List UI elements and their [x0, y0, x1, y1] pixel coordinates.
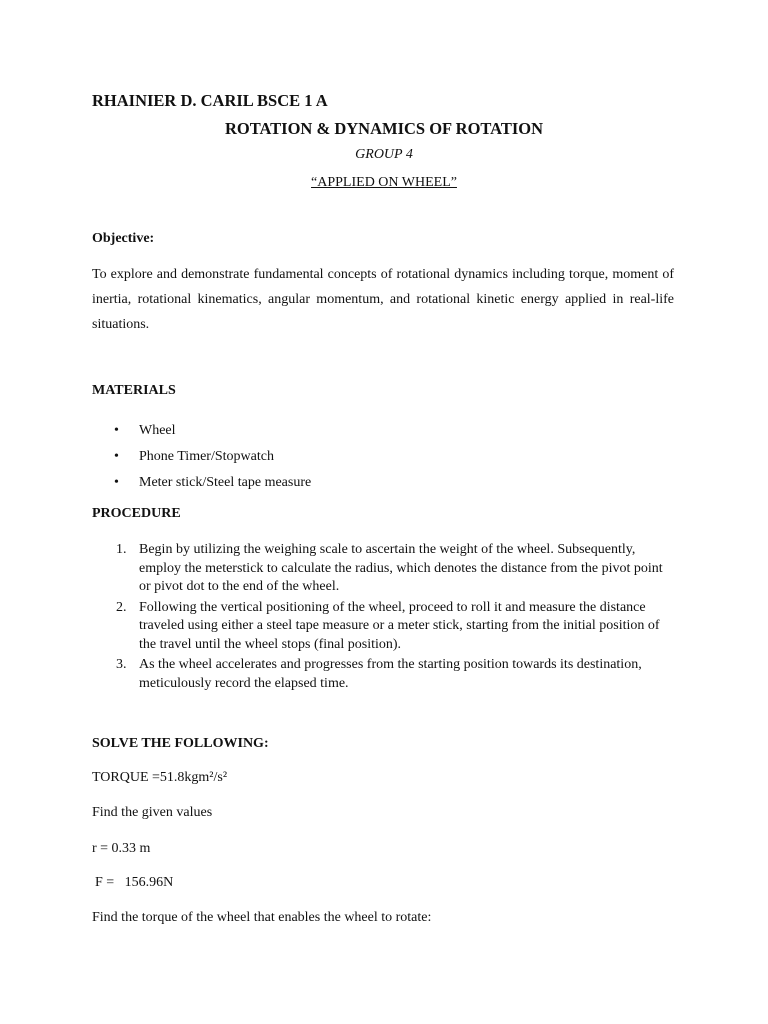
author-line: RHAINIER D. CARIL BSCE 1 A	[92, 91, 328, 110]
procedure-step	[92, 541, 672, 597]
torque-question: Find the torque of the wheel that enables the wheel to rotate:	[92, 910, 432, 925]
list-item: • Phone Timer/Stopwatch	[92, 446, 311, 472]
procedure-list	[92, 541, 672, 695]
materials-heading: MATERIALS	[92, 383, 176, 398]
document-subtitle: “APPLIED ON WHEEL”	[311, 175, 457, 190]
step-text: As the wheel accelerates and progresses from the starting position towards its destination, meticulously record the elapsed time.	[139, 657, 642, 691]
step-number: 1.	[116, 542, 127, 557]
step-text: Following the vertical positioning of the wheel, proceed to roll it and measure the distance traveled using either a steel tape measure or a meter stick, starting from the initial position of the travel until the wheel stops (final position).	[139, 599, 660, 652]
objective-heading: Objective:	[92, 231, 155, 246]
force-value: F = 156.96N	[95, 875, 174, 890]
procedure-step	[92, 599, 672, 655]
group-label: GROUP 4	[355, 147, 413, 162]
procedure-heading: PROCEDURE	[92, 506, 181, 521]
list-item: • Wheel	[92, 420, 311, 446]
torque-value: TORQUE =51.8kgm²/s²	[92, 770, 228, 785]
given-values-prompt: Find the given values	[92, 805, 213, 820]
document-title: ROTATION & DYNAMICS OF ROTATION	[224, 119, 544, 138]
radius-value: r = 0.33 m	[92, 841, 151, 856]
solve-heading: SOLVE THE FOLLOWING:	[92, 736, 269, 751]
step-number: 3.	[116, 657, 127, 672]
step-number: 2.	[116, 599, 127, 615]
step-text: Begin by utilizing the weighing scale to ascertain the weight of the wheel. Subsequently, employ the meterstick to calculate the radius, which denotes the distance from the pivot point or pivot dot to the end of the wheel.	[139, 542, 663, 594]
materials-list	[92, 420, 311, 498]
list-item: • Meter stick/Steel tape measure	[92, 472, 311, 498]
objective-text: To explore and demonstrate fundamental concepts of rotational dynamics including torque, moment of inertia, rotational kinematics, angular momentum, and rotational kinetic energy applied in real-life situations.	[92, 267, 674, 332]
procedure-step	[92, 656, 672, 693]
